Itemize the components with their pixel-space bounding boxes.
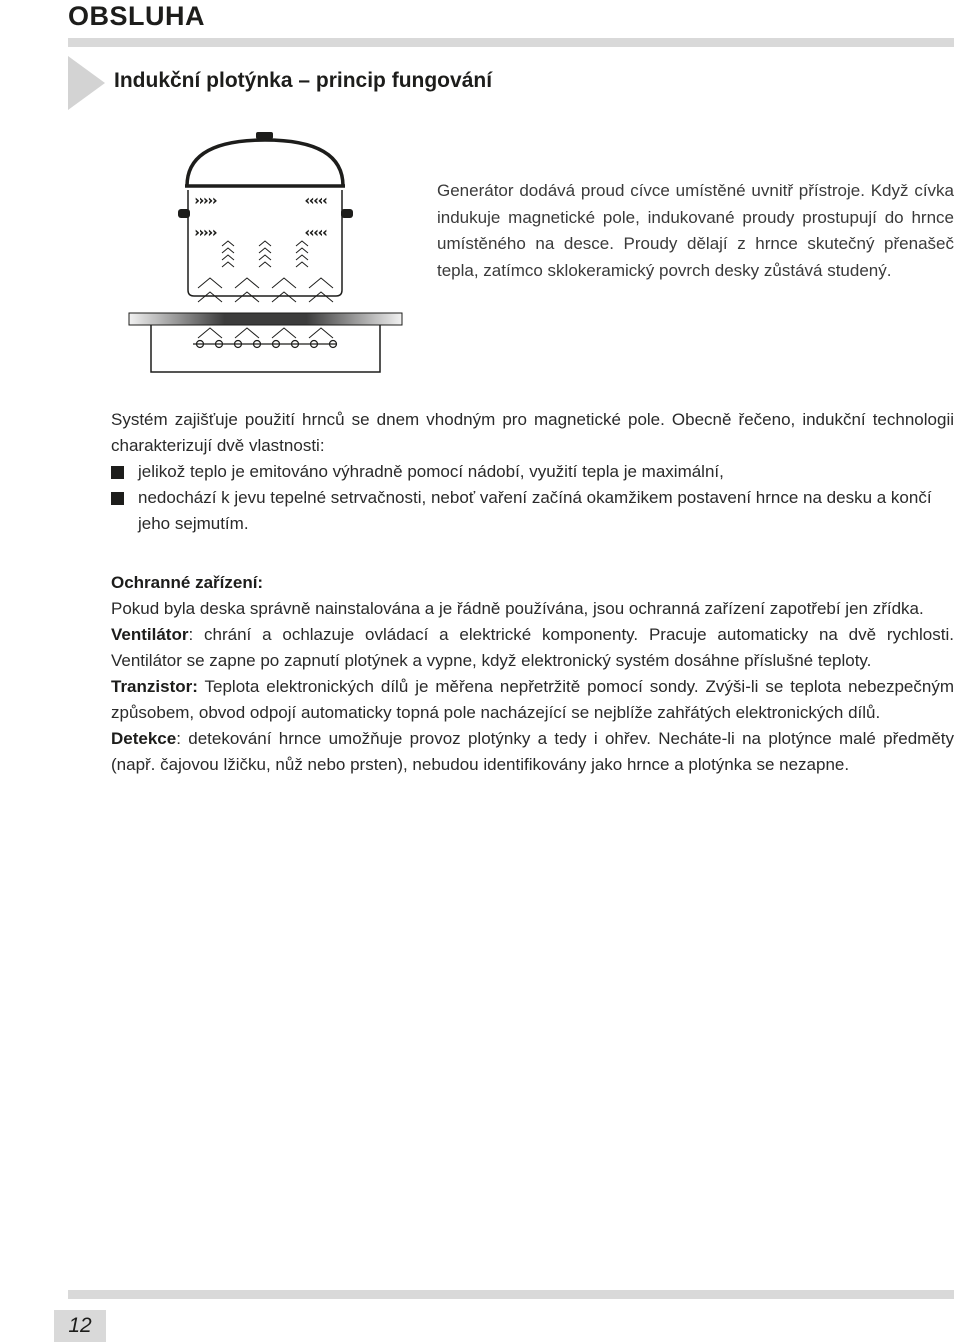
induction-pot-diagram [125, 126, 410, 376]
svg-text:›››››: ››››› [195, 194, 217, 207]
list-item-text: nedochází k jevu tepelné setrvačnosti, neboť vaření začíná okamžikem postavení hrnce na desku a končí jeho sejmutím. [138, 488, 932, 533]
page-number-box [54, 1310, 106, 1342]
item-label: Tranzistor: [111, 677, 198, 696]
list-item-text: jelikož teplo je emitováno výhradně pomocí nádobí, využití tepla je maximální, [138, 462, 724, 481]
svg-text:‹‹‹‹‹: ‹‹‹‹‹ [305, 194, 327, 207]
svg-text:‹‹‹‹‹: ‹‹‹‹‹ [305, 226, 327, 239]
page-number: 12 [68, 1314, 92, 1337]
properties-section [111, 407, 954, 537]
current-chevrons [195, 194, 327, 239]
protection-item-transistor [111, 674, 954, 726]
header-rule [68, 38, 954, 47]
coil-field-lines [198, 328, 333, 338]
item-text: Teplota elektronických dílů je měřena nepřetržitě pomocí sondy. Zvýši-li se teplota nebezpečným způsobem, obvod odpojí automaticky topná pole nacházející se nejblíže zahřátých elektronických dílů. [111, 677, 954, 722]
properties-intro: Systém zajišťuje použití hrnců se dnem vhodným pro magnetické pole. Obecně řečeno, indukční technologii charakterizují dvě vlastnosti: [111, 410, 954, 455]
item-separator: : [188, 625, 205, 644]
item-label: Detekce [111, 729, 177, 748]
item-text: detekování hrnce umožňuje provoz plotýnky a tedy i ohřev. Necháte-li na plotýnce malé předměty (např. čajovou lžičku, nůž nebo prsten), nebudou identifikovány jako hrnce a plotýnka se nezapne. [111, 729, 954, 774]
list-item [111, 485, 954, 537]
square-bullet-icon [111, 466, 124, 479]
pot-handle-right [341, 209, 353, 218]
list-item [111, 459, 954, 485]
section-heading: Indukční plotýnka – princip fungování [114, 69, 493, 92]
lid-knob [256, 132, 273, 139]
protection-title: Ochranné zařízení: [111, 573, 264, 592]
square-bullet-icon [111, 492, 124, 505]
item-text: chrání a ochlazuje ovládací a elektrické komponenty. Pracuje automaticky na dvě rychlosti. Ventilátor se zapne po zapnutí plotýnek a vypne, když elektronický systém dosáhne příslušné teploty. [111, 625, 954, 670]
svg-text:›››››: ››››› [195, 226, 217, 239]
field-lines [198, 241, 333, 302]
item-separator [198, 677, 205, 696]
footer-rule [68, 1290, 954, 1299]
protection-section [111, 570, 954, 778]
page-header [68, 0, 205, 31]
hob-body [151, 325, 380, 372]
page-title: OBSLUHA [68, 1, 205, 31]
protection-intro: Pokud byla deska správně nainstalována a je řádně používána, jsou ochranná zařízení zapotřebí jen zřídka. [111, 599, 924, 618]
protection-item-detection [111, 726, 954, 778]
intro-paragraph: Generátor dodává proud cívce umístěné uvnitř přístroje. Když cívka indukuje magnetické pole, indukované proudy prostupují do hrnce umístěného na desce. Proudy dělají z hrnce skutečný přenašeč tepla, zatímco sklokeramický povrch desky zůstává studený. [437, 181, 954, 280]
item-separator: : [176, 729, 189, 748]
pot-lid [187, 140, 343, 186]
induction-coil [193, 341, 337, 348]
section-arrow-icon [68, 56, 105, 110]
hob-glass [129, 313, 402, 325]
protection-item-fan [111, 622, 954, 674]
item-label: Ventilátor [111, 625, 189, 644]
